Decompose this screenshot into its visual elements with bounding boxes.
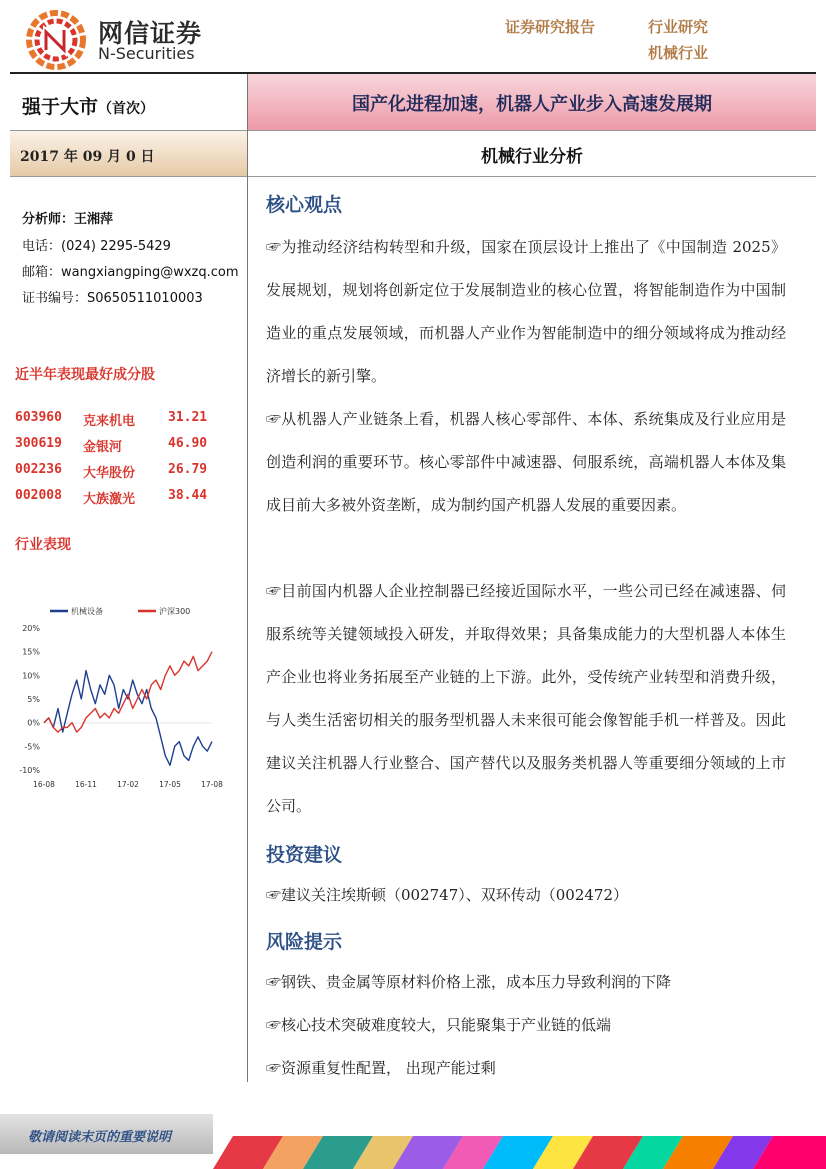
stock-name: 克来机电 (83, 414, 136, 429)
y-tick-label: -5% (24, 742, 40, 752)
y-tick-label: -10% (19, 766, 40, 775)
section-heading-investment-advice: 投资建议 (266, 844, 343, 866)
logo-english-name: N-Securities (98, 44, 195, 63)
section-heading-core-views: 核心观点 (266, 194, 343, 216)
company-logo-icon (26, 10, 86, 70)
stock-code: 300619 (15, 436, 62, 451)
stock-value: 38.44 (168, 488, 208, 503)
industry-performance-heading: 行业表现 (15, 537, 71, 553)
stock-name: 大族激光 (83, 492, 136, 507)
report-sector: 机械行业 (648, 44, 709, 62)
x-tick-label: 16-08 (33, 780, 55, 789)
y-tick-label: 10% (22, 671, 40, 681)
core-view-paragraph: ☞目前国内机器人企业控制器已经接近国际水平，一些公司已经在减速器、伺服系统等关键领域投入研发，并取得效果；具备集成能力的大型机器人本体生产企业也将业务拓展至产业链的上下游。此外，受传统产业转型和消费升级，与人类生活密切相关的服务型机器人未来很可能会像智能手机一样普及。因此建议关注机器人行业整合、国产替代以及服务类机器人等重要细分领域的上市公司。 (266, 582, 786, 815)
band-divider (10, 176, 816, 177)
stock-value: 46.90 (168, 436, 208, 451)
risk-item: ☞核心技术突破难度较大，只能聚集于产业链的低端 (266, 1016, 612, 1034)
x-tick-label: 17-05 (159, 780, 181, 789)
stock-code: 002008 (15, 488, 62, 503)
core-view-paragraph: ☞为推动经济结构转型和升级，国家在顶层设计上推出了《中国制造 2025》发展规划，规划将创新定位于发展制造业的核心位置，将智能制造作为中国制造业的重点发展领域，而机器人产业作为智能制造中的细分领域将成为推动经济增长的新引擎。 (266, 238, 786, 385)
report-date: 2017 年 09 月 0 日 (20, 149, 155, 165)
legend-label: 沪深300 (159, 607, 191, 616)
rating-note: （首次） (98, 101, 155, 117)
report-title: 国产化进程加速，机器人产业步入高速发展期 (352, 94, 712, 115)
analyst-certificate: 证书编号：S0650511010003 (22, 291, 203, 306)
y-tick-label: 20% (22, 624, 40, 633)
stock-value: 31.21 (168, 410, 208, 425)
legend-label: 机械设备 (71, 607, 103, 616)
stock-name: 大华股份 (83, 466, 136, 481)
rating-label: 强于大市 (22, 96, 99, 118)
column-divider (247, 74, 248, 1082)
report-type: 行业研究 (648, 18, 709, 36)
report-subtitle: 机械行业分析 (481, 147, 583, 167)
logo-chinese-name: 网信证券 (98, 19, 203, 48)
footer-decoration (213, 1136, 826, 1169)
stock-name: 金银河 (83, 440, 123, 455)
stock-code: 603960 (15, 410, 62, 425)
risk-item: ☞钢铁、贵金属等原材料价格上涨，成本压力导致利润的下降 (266, 973, 672, 991)
x-tick-label: 17-02 (117, 780, 139, 789)
analyst-name: 分析师：王湘萍 (22, 212, 114, 227)
core-view-paragraph: ☞从机器人产业链条上看，机器人核心零部件、本体、系统集成及行业应用是创造利润的重要环节。核心零部件中减速器、伺服系统，高端机器人本体及集成目前大多被外资垄断，成为制约国产机器人发展的重要因素。 (266, 410, 786, 514)
y-tick-label: 0% (27, 718, 40, 728)
y-tick-label: 15% (22, 647, 40, 657)
industry-performance-chart (12, 598, 224, 793)
risk-item: ☞资源重复性配置， 出现产能过剩 (266, 1059, 496, 1077)
rating (22, 92, 154, 119)
y-tick-label: 5% (27, 695, 40, 704)
stock-value: 26.79 (168, 462, 208, 477)
analyst-phone: 电话：(024) 2295-5429 (22, 239, 171, 254)
report-category: 证券研究报告 (505, 18, 596, 36)
investment-advice-item: ☞建议关注埃斯顿（002747）、双环传动（002472） (266, 886, 629, 904)
x-tick-label: 16-11 (75, 780, 97, 789)
series-line (44, 671, 212, 766)
section-heading-risk-warning: 风险提示 (266, 931, 343, 953)
best-stocks-heading: 近半年表现最好成分股 (15, 367, 155, 383)
stock-code: 002236 (15, 462, 62, 477)
analyst-email: 邮箱：wangxiangping@wxzq.com (22, 265, 239, 280)
x-tick-label: 17-08 (201, 780, 223, 789)
series-line (44, 652, 212, 732)
footer-notice: 敬请阅读末页的重要说明 (28, 1130, 172, 1145)
